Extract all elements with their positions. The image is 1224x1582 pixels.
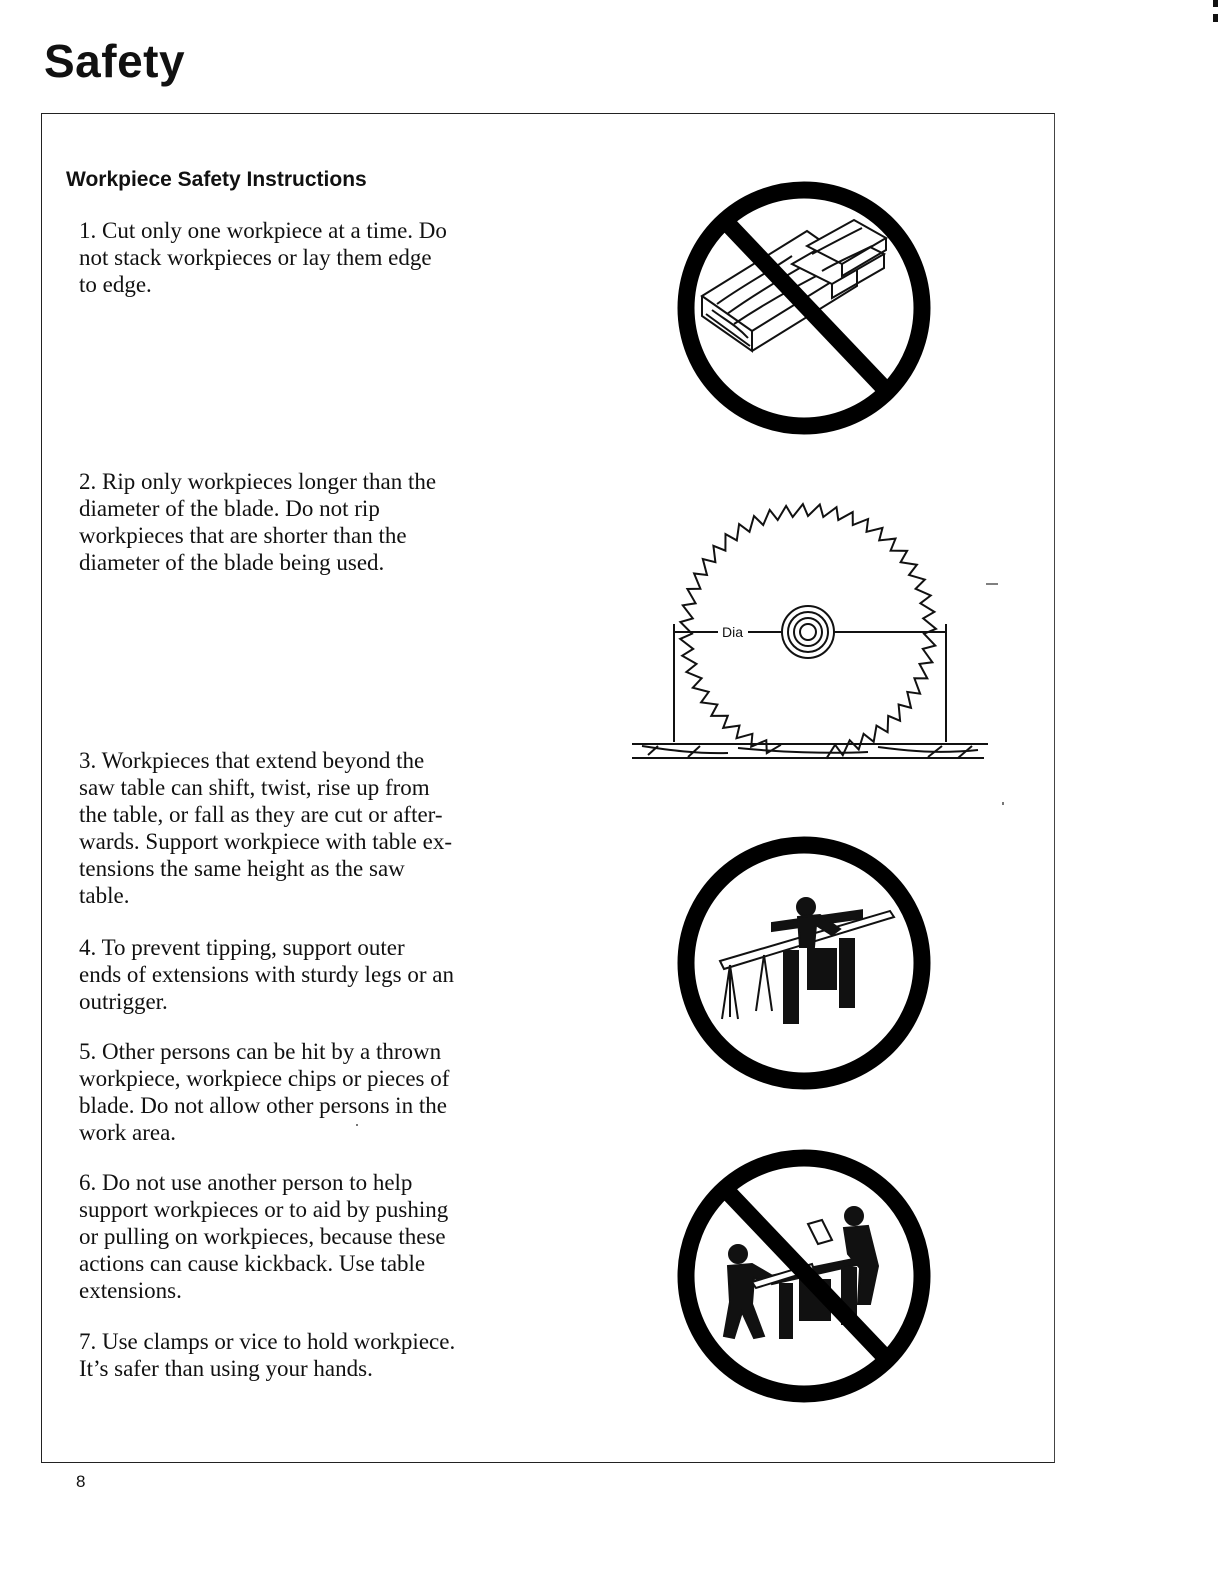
page-number: 8 bbox=[76, 1472, 86, 1491]
corner-mark-bottom bbox=[1213, 14, 1218, 22]
blade-diagram-label: Dia bbox=[722, 624, 744, 640]
instruction-4: 4. To prevent tipping, support outer ends of extensions with sturdy legs or an outrigger. bbox=[79, 935, 454, 1014]
instruction-1: 1. Cut only one workpiece at a time. Do not stack workpieces or lay them edge to edge. bbox=[79, 218, 447, 297]
saw-blade-diameter-diagram bbox=[628, 496, 998, 772]
table-extension-support-icon bbox=[672, 831, 936, 1095]
stray-mark bbox=[356, 1124, 358, 1126]
instruction-5: 5. Other persons can be hit by a thrown workpiece, workpiece chips or pieces of blade. Do not allow other persons in the work area. bbox=[79, 1039, 450, 1145]
no-helper-support-icon bbox=[672, 1144, 936, 1408]
stray-mark bbox=[1002, 802, 1004, 805]
page-title: Safety bbox=[44, 35, 186, 87]
instruction-7: 7. Use clamps or vice to hold workpiece. It’s safer than using your hands. bbox=[79, 1329, 456, 1381]
instruction-3: 3. Workpieces that extend beyond the saw table can shift, twist, rise up from the table, or fall as they are cut or after- wards. Support workpiece with table ex- tensions the same height as the saw table. bbox=[79, 748, 453, 908]
corner-mark-top bbox=[1213, 0, 1218, 7]
instruction-6: 6. Do not use another person to help support workpieces or to aid by pushing or pulling on workpieces, because these actions can cause kickback. Use table extensions. bbox=[79, 1170, 449, 1303]
section-heading: Workpiece Safety Instructions bbox=[66, 168, 367, 191]
no-stacked-workpieces-icon bbox=[672, 176, 936, 440]
instruction-2: 2. Rip only workpieces longer than the diameter of the blade. Do not rip workpieces that are shorter than the diameter of the blade being used. bbox=[79, 469, 437, 575]
